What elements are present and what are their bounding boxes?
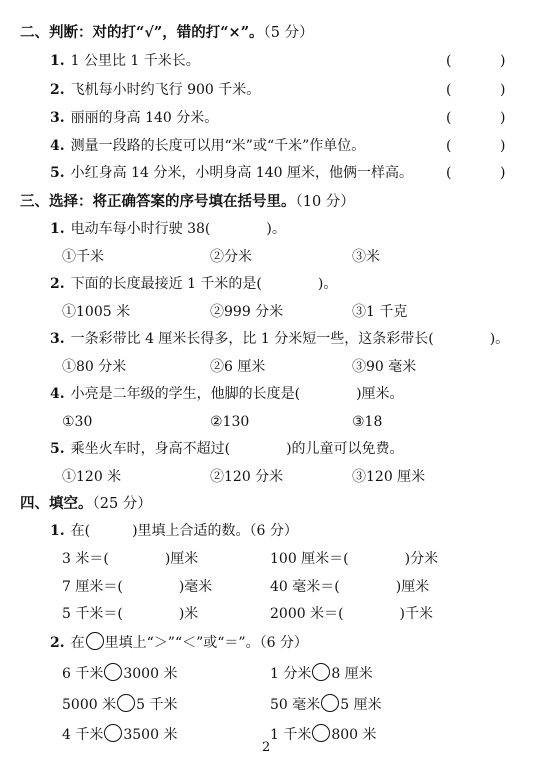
- judge-item-3: [50, 108, 218, 128]
- answer-paren-right[interactable]: ): [500, 82, 506, 98]
- item-number: 2.: [50, 276, 65, 292]
- answer-paren-left[interactable]: (: [446, 110, 452, 126]
- item-text[interactable]: 小亮是二年级的学生，他脚的长度是( )厘米。: [70, 386, 404, 402]
- item-text[interactable]: 下面的长度最接近 1 千米的是( )。: [70, 276, 338, 292]
- compare-left: 4 千米: [62, 727, 104, 743]
- section3-title: 三、选择：将正确答案的序号填在括号里。: [20, 193, 296, 210]
- page-number: 2: [262, 740, 271, 755]
- option-b[interactable]: ②130: [210, 414, 250, 430]
- compare-row: [62, 724, 177, 745]
- compare-circle-blank[interactable]: [312, 724, 330, 742]
- compare-left: 1 分米: [270, 666, 312, 682]
- fill-blank[interactable]: 40 毫米＝( )厘米: [270, 579, 430, 595]
- section4-heading: [20, 494, 152, 514]
- item-text[interactable]: 一条彩带比 4 厘米长得多，比 1 分米短一些，这条彩带长( )。: [70, 331, 510, 347]
- choice-item-2: [50, 274, 337, 294]
- answer-paren-left[interactable]: (: [446, 53, 452, 69]
- compare-right: 3500 米: [123, 727, 178, 743]
- option-c[interactable]: ③90 毫米: [352, 359, 417, 375]
- item-number: 2.: [50, 635, 65, 651]
- item-text: 飞机每小时约飞行 900 千米。: [70, 82, 261, 98]
- answer-paren-right[interactable]: ): [500, 110, 506, 126]
- item-text[interactable]: 电动车每小时行驶 38( )。: [70, 221, 286, 237]
- compare-row: [270, 724, 377, 745]
- item-number: 5.: [50, 441, 65, 457]
- compare-row: [62, 694, 177, 715]
- section2-points: （5 分）: [263, 25, 314, 41]
- option-b[interactable]: ②999 分米: [210, 304, 284, 320]
- choice-item-1: [50, 219, 286, 239]
- compare-circle-icon: [86, 632, 104, 650]
- compare-circle-blank[interactable]: [104, 663, 122, 681]
- item-text: 测量一段路的长度可以用“米”或“千米”作单位。: [70, 138, 366, 154]
- compare-right: 800 米: [331, 727, 377, 743]
- item-text: 在( )里填上合适的数。（6 分）: [70, 523, 298, 539]
- compare-right: 5 千米: [136, 697, 178, 713]
- answer-paren-left[interactable]: (: [446, 138, 452, 154]
- fill-blank[interactable]: 100 厘米＝( )分米: [270, 551, 439, 567]
- compare-left: 5000 米: [62, 697, 117, 713]
- section4-points: （25 分）: [92, 496, 152, 512]
- option-b[interactable]: ②120 分米: [210, 469, 284, 485]
- compare-left: 6 千米: [62, 666, 104, 682]
- choice-item-4: [50, 384, 404, 404]
- item-text: 丽丽的身高 140 分米。: [70, 110, 219, 126]
- item-text[interactable]: 乘坐火车时，身高不超过( )的儿童可以免费。: [70, 441, 404, 457]
- fill-blank[interactable]: 7 厘米＝( )毫米: [62, 579, 213, 595]
- option-c[interactable]: ③1 千克: [352, 304, 408, 320]
- compare-row: [62, 663, 177, 684]
- item-number: 5.: [50, 165, 65, 181]
- section3-points: （10 分）: [295, 194, 355, 210]
- item-number: 2.: [50, 82, 65, 98]
- item-number: 3.: [50, 110, 65, 126]
- option-a[interactable]: ①120 米: [62, 469, 122, 485]
- option-a[interactable]: ①80 分米: [62, 359, 127, 375]
- section4-title: 四、填空。: [20, 495, 93, 512]
- compare-left: 1 千米: [270, 727, 312, 743]
- section2-heading: [20, 23, 314, 43]
- choice-item-3: [50, 329, 509, 349]
- section3-heading: [20, 192, 355, 212]
- compare-right: 3000 米: [123, 666, 178, 682]
- option-a[interactable]: ①1005 米: [62, 304, 131, 320]
- item-text: 在: [70, 635, 85, 651]
- item-number: 3.: [50, 331, 65, 347]
- item-text: 小红身高 14 分米，小明身高 140 厘米，他俩一样高。: [70, 165, 413, 181]
- item-text: 里填上“＞”“＜”或“＝”。（6 分）: [104, 635, 308, 651]
- judge-item-5: [50, 163, 413, 183]
- compare-left: 50 毫米: [270, 697, 321, 713]
- choice-item-5: [50, 439, 404, 459]
- option-c[interactable]: ③120 厘米: [352, 469, 426, 485]
- compare-row: [270, 663, 373, 684]
- fill-question-2: [50, 632, 308, 653]
- option-c[interactable]: ③米: [352, 249, 380, 265]
- compare-circle-blank[interactable]: [104, 724, 122, 742]
- judge-item-4: [50, 136, 365, 156]
- answer-paren-right[interactable]: ): [500, 165, 506, 181]
- compare-right: 5 厘米: [340, 697, 382, 713]
- compare-circle-blank[interactable]: [321, 694, 339, 712]
- answer-paren-left[interactable]: (: [446, 82, 452, 98]
- judge-item-2: [50, 80, 260, 100]
- answer-paren-left[interactable]: (: [446, 165, 452, 181]
- option-a[interactable]: ①30: [62, 414, 93, 430]
- fill-question-1: [50, 521, 298, 541]
- item-number: 1.: [50, 53, 65, 69]
- item-number: 1.: [50, 523, 65, 539]
- item-number: 4.: [50, 386, 65, 402]
- option-c[interactable]: ③18: [352, 414, 383, 430]
- compare-circle-blank[interactable]: [312, 663, 330, 681]
- option-b[interactable]: ②6 厘米: [210, 359, 266, 375]
- item-text: 1 公里比 1 千米长。: [70, 53, 200, 69]
- judge-item-1: [50, 51, 200, 71]
- compare-circle-blank[interactable]: [117, 694, 135, 712]
- option-a[interactable]: ①千米: [62, 249, 104, 265]
- fill-blank[interactable]: 3 米＝( )厘米: [62, 551, 199, 567]
- option-b[interactable]: ②分米: [210, 249, 252, 265]
- fill-blank[interactable]: 2000 米＝( )千米: [270, 606, 434, 622]
- compare-row: [270, 694, 382, 715]
- fill-blank[interactable]: 5 千米＝( )米: [62, 606, 199, 622]
- item-number: 1.: [50, 221, 65, 237]
- item-number: 4.: [50, 138, 65, 154]
- compare-right: 8 厘米: [331, 666, 373, 682]
- answer-paren-right[interactable]: ): [500, 138, 506, 154]
- answer-paren-right[interactable]: ): [500, 53, 506, 69]
- section2-title: 二、判断：对的打“√”，错的打“×”。: [20, 24, 264, 41]
